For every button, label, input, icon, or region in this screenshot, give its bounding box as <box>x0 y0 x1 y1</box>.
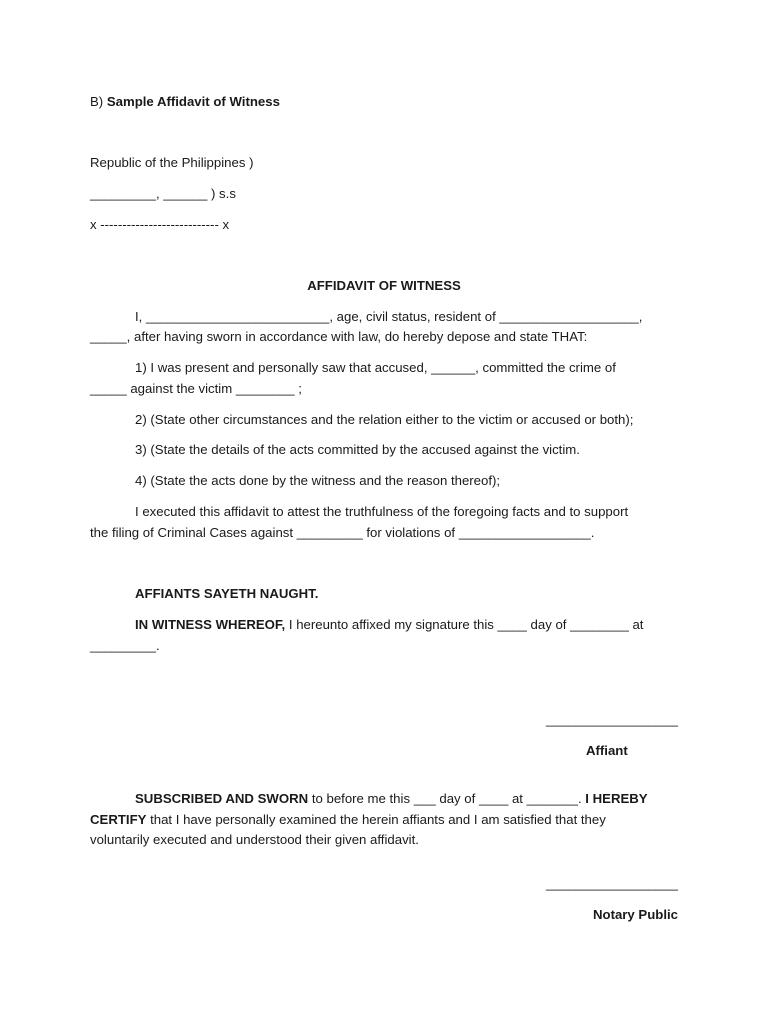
item-4: 4) (State the acts done by the witness and the reason thereof); <box>135 473 501 488</box>
witness-text: I hereunto affixed my signature this ____ day of ________ at <box>285 617 644 632</box>
affiant-signature-line: __________________ <box>545 712 678 728</box>
certify-text: that I have personally examined the herein affiants and I am satisfied that they <box>146 812 606 827</box>
item-1-line-1: 1) I was present and personally saw that accused, ______, committed the crime of <box>135 360 616 375</box>
witness-bold: IN WITNESS WHEREOF, <box>135 617 286 632</box>
document-header <box>90 92 678 113</box>
subscribed-bold: SUBSCRIBED AND SWORN <box>135 791 309 806</box>
executed-line-2: the filing of Criminal Cases against _________ for violations of __________________. <box>90 525 595 540</box>
subscribed-line-3: voluntarily executed and understood their given affidavit. <box>90 832 419 847</box>
subscribed-line-2 <box>90 810 678 831</box>
certify-bold: CERTIFY <box>90 812 147 827</box>
venue-city-line: _________, ______ ) s.s <box>90 186 236 201</box>
header-title: Sample Affidavit of Witness <box>106 94 280 109</box>
intro-line-2: _____, after having sworn in accordance with law, do hereby depose and state THAT: <box>90 329 588 344</box>
item-2: 2) (State other circumstances and the relation either to the victim or accused or both); <box>135 412 634 427</box>
intro-line-1: I, _________________________, age, civil status, resident of ___________________, <box>135 309 643 324</box>
witness-line-1 <box>90 615 723 636</box>
hereby-bold: I HEREBY <box>585 791 648 806</box>
document-title: AFFIDAVIT OF WITNESS <box>307 278 461 293</box>
affiant-label: Affiant <box>586 743 628 759</box>
venue-republic: Republic of the Philippines ) <box>90 155 254 170</box>
subscribed-text: to before me this ___ day of ____ at _______. <box>308 791 586 806</box>
executed-line-1: I executed this affidavit to attest the truthfulness of the foregoing facts and to support <box>135 504 629 519</box>
notary-label: Notary Public <box>593 907 679 923</box>
affiants-sayeth: AFFIANTS SAYETH NAUGHT. <box>135 586 319 601</box>
item-3: 3) (State the details of the acts committed by the accused against the victim. <box>135 442 580 457</box>
notary-signature-line: __________________ <box>545 876 678 892</box>
witness-line-2: _________. <box>90 638 160 653</box>
venue-x-line: x --------------------------- x <box>90 217 230 232</box>
header-prefix: B) <box>90 94 107 109</box>
item-1-line-2: _____ against the victim ________ ; <box>90 381 302 396</box>
subscribed-line-1 <box>90 789 723 810</box>
